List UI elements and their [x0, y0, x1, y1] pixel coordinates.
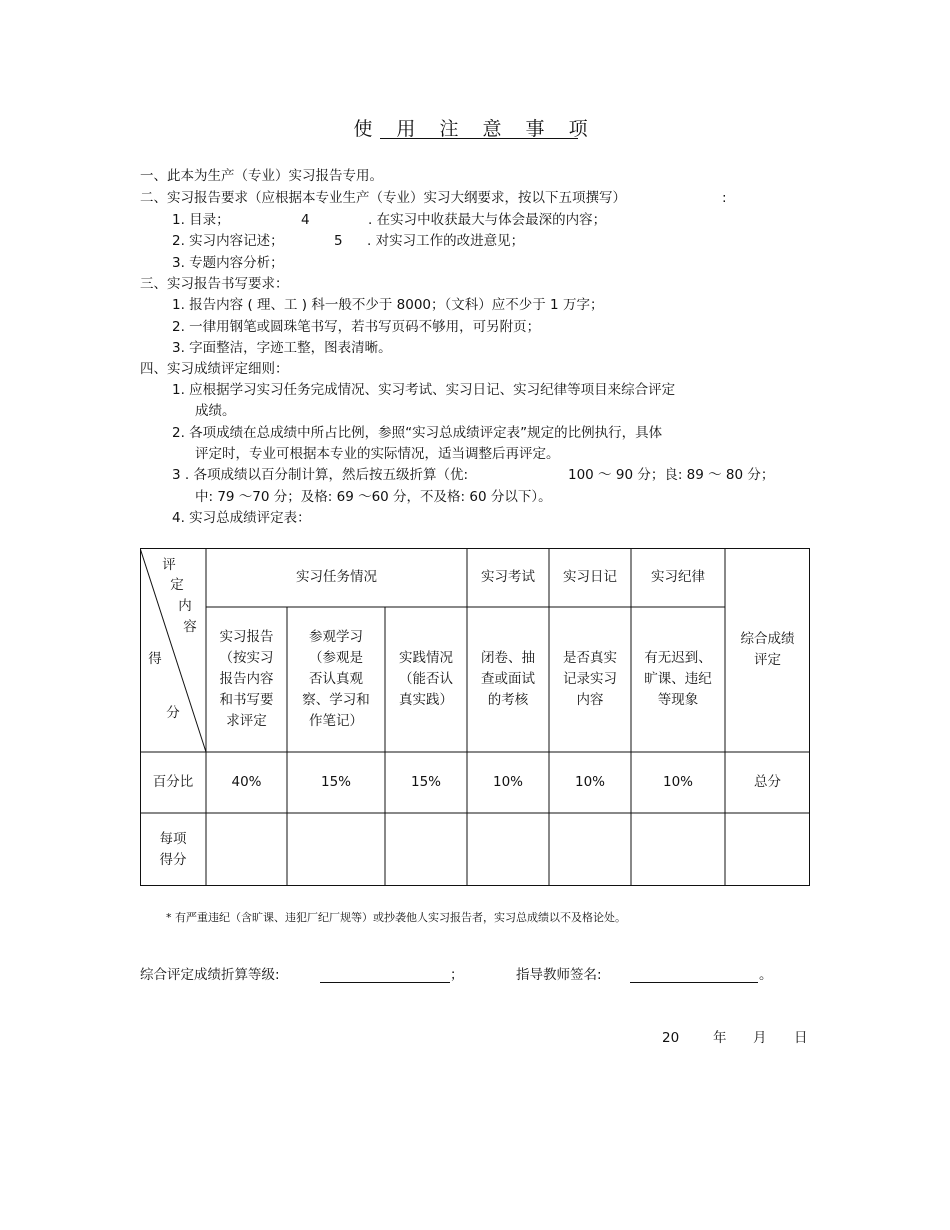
score-cell-report[interactable] — [206, 813, 287, 886]
header-exam: 实习考试 — [481, 569, 535, 585]
s4-item-1: 1. 应根据学习实习任务完成情况、实习考试、实习日记、实习纪律等项目来综合评定 — [172, 382, 676, 398]
page-title: 使 用 注 意 事 项 — [353, 118, 597, 140]
score-cell-exam[interactable] — [467, 813, 549, 886]
section-4: 四、实习成绩评定细则： — [140, 361, 289, 377]
percent-practice: 15% — [410, 774, 441, 790]
percent-report: 40% — [231, 774, 262, 790]
grade-blank[interactable] — [320, 982, 450, 983]
title-underline — [380, 138, 578, 139]
s3-item-3: 3. 字面整洁，字迹工整，图表清晰。 — [172, 340, 392, 356]
percent-visit: 15% — [320, 774, 351, 790]
percent-discipline: 10% — [662, 774, 693, 790]
s2-item-5-text: . 对实习工作的改进意见； — [367, 233, 525, 249]
date-month: 月 — [753, 1030, 767, 1046]
sub-report: 实习报告 （按实习 报告内容 和书写要 求评定 — [219, 629, 274, 729]
s3-item-2: 2. 一律用钢笔或圆珠笔书写，若书写页码不够用，可另附页； — [172, 319, 541, 335]
header-overall-grade: 综合成绩 评定 — [740, 631, 795, 668]
teacher-signature-label: 指导教师签名: — [516, 967, 602, 983]
score-evaluation-table — [140, 548, 810, 886]
grade-label: 综合评定成绩折算等级: — [140, 967, 280, 983]
signature-period: 。 — [759, 967, 773, 983]
date-year: 年 — [713, 1030, 727, 1046]
diag-char-2: 定 — [170, 576, 184, 593]
row-percent-label: 百分比 — [152, 774, 194, 790]
s4-item-2-cont: 评定时，专业可根据本专业的实际情况，适当调整后再评定。 — [195, 446, 560, 462]
header-discipline: 实习纪律 — [651, 569, 705, 585]
section-2: 二、实习报告要求（应根据本专业生产（专业）实习大纲要求，按以下五项撰写） — [140, 190, 626, 206]
sub-visit: 参观学习 （参观是 否认真观 察、学习和 作笔记） — [302, 629, 370, 729]
sub-exam: 闭卷、抽 查或面试 的考核 — [481, 650, 535, 708]
footnote: * 有严重违纪（含旷课、违犯厂纪厂规等）或抄袭他人实习报告者，实习总成绩以不及格论处。 — [166, 911, 626, 924]
s2-item-5-num: 5 — [334, 233, 343, 249]
sub-practice: 实践情况 （能否认 真实践） — [399, 650, 453, 708]
diag-char-3: 内 — [178, 597, 192, 614]
s4-item-3-grades: 100 ～ 90 分；良: 89 ～ 80 分； — [568, 467, 775, 483]
row-score-label: 每项 得分 — [159, 830, 187, 868]
score-cell-visit[interactable] — [287, 813, 385, 886]
s4-item-4: 4. 实习总成绩评定表： — [172, 510, 311, 526]
s4-item-3: 3 . 各项成绩以百分制计算，然后按五级折算（优: — [172, 467, 469, 483]
total-label: 总分 — [754, 774, 781, 790]
diag-char-6: 分 — [166, 704, 180, 721]
diag-char-5: 得 — [148, 650, 162, 667]
sub-diary: 是否真实 记录实习 内容 — [563, 650, 617, 708]
s2-item-4-num: 4 — [301, 212, 310, 228]
score-cell-discipline[interactable] — [631, 813, 725, 886]
date-century: 20 — [662, 1030, 680, 1046]
header-task-situation: 实习任务情况 — [296, 569, 377, 585]
s2-item-2: 2. 实习内容记述； — [172, 233, 284, 249]
diag-char-4: 容 — [183, 618, 197, 635]
teacher-signature-blank[interactable] — [630, 982, 758, 983]
date-day: 日 — [794, 1030, 808, 1046]
section-3: 三、实习报告书写要求： — [140, 276, 289, 292]
section-1: 一、此本为生产（专业）实习报告专用。 — [140, 168, 383, 184]
percent-exam: 10% — [492, 774, 523, 790]
sub-discipline: 有无迟到、 旷课、违纪 等现象 — [644, 650, 712, 708]
s2-item-1: 1. 目录； — [172, 212, 230, 228]
grade-semicolon: ； — [450, 967, 464, 983]
score-cell-diary[interactable] — [549, 813, 631, 886]
s4-item-2: 2. 各项成绩在总成绩中所占比例，参照“实习总成绩评定表”规定的比例执行，具体 — [172, 425, 663, 441]
s2-item-3: 3. 专题内容分析； — [172, 255, 284, 271]
score-cell-total[interactable] — [725, 813, 810, 886]
s3-item-1: 1. 报告内容 ( 理、工 ) 科一般不少于 8000；（文科）应不少于 1 万字； — [172, 297, 604, 313]
section-2-colon: : — [722, 190, 727, 206]
s4-item-3-cont: 中: 79 ～70 分；及格: 69 ～60 分，不及格: 60 分以下）。 — [195, 489, 552, 505]
score-cell-practice[interactable] — [385, 813, 467, 886]
s4-item-1-cont: 成绩。 — [195, 403, 236, 419]
percent-diary: 10% — [574, 774, 605, 790]
header-diary: 实习日记 — [563, 569, 617, 585]
s2-item-4-text: . 在实习中收获最大与体会最深的内容； — [368, 212, 607, 228]
diag-char-1: 评 — [162, 556, 176, 573]
